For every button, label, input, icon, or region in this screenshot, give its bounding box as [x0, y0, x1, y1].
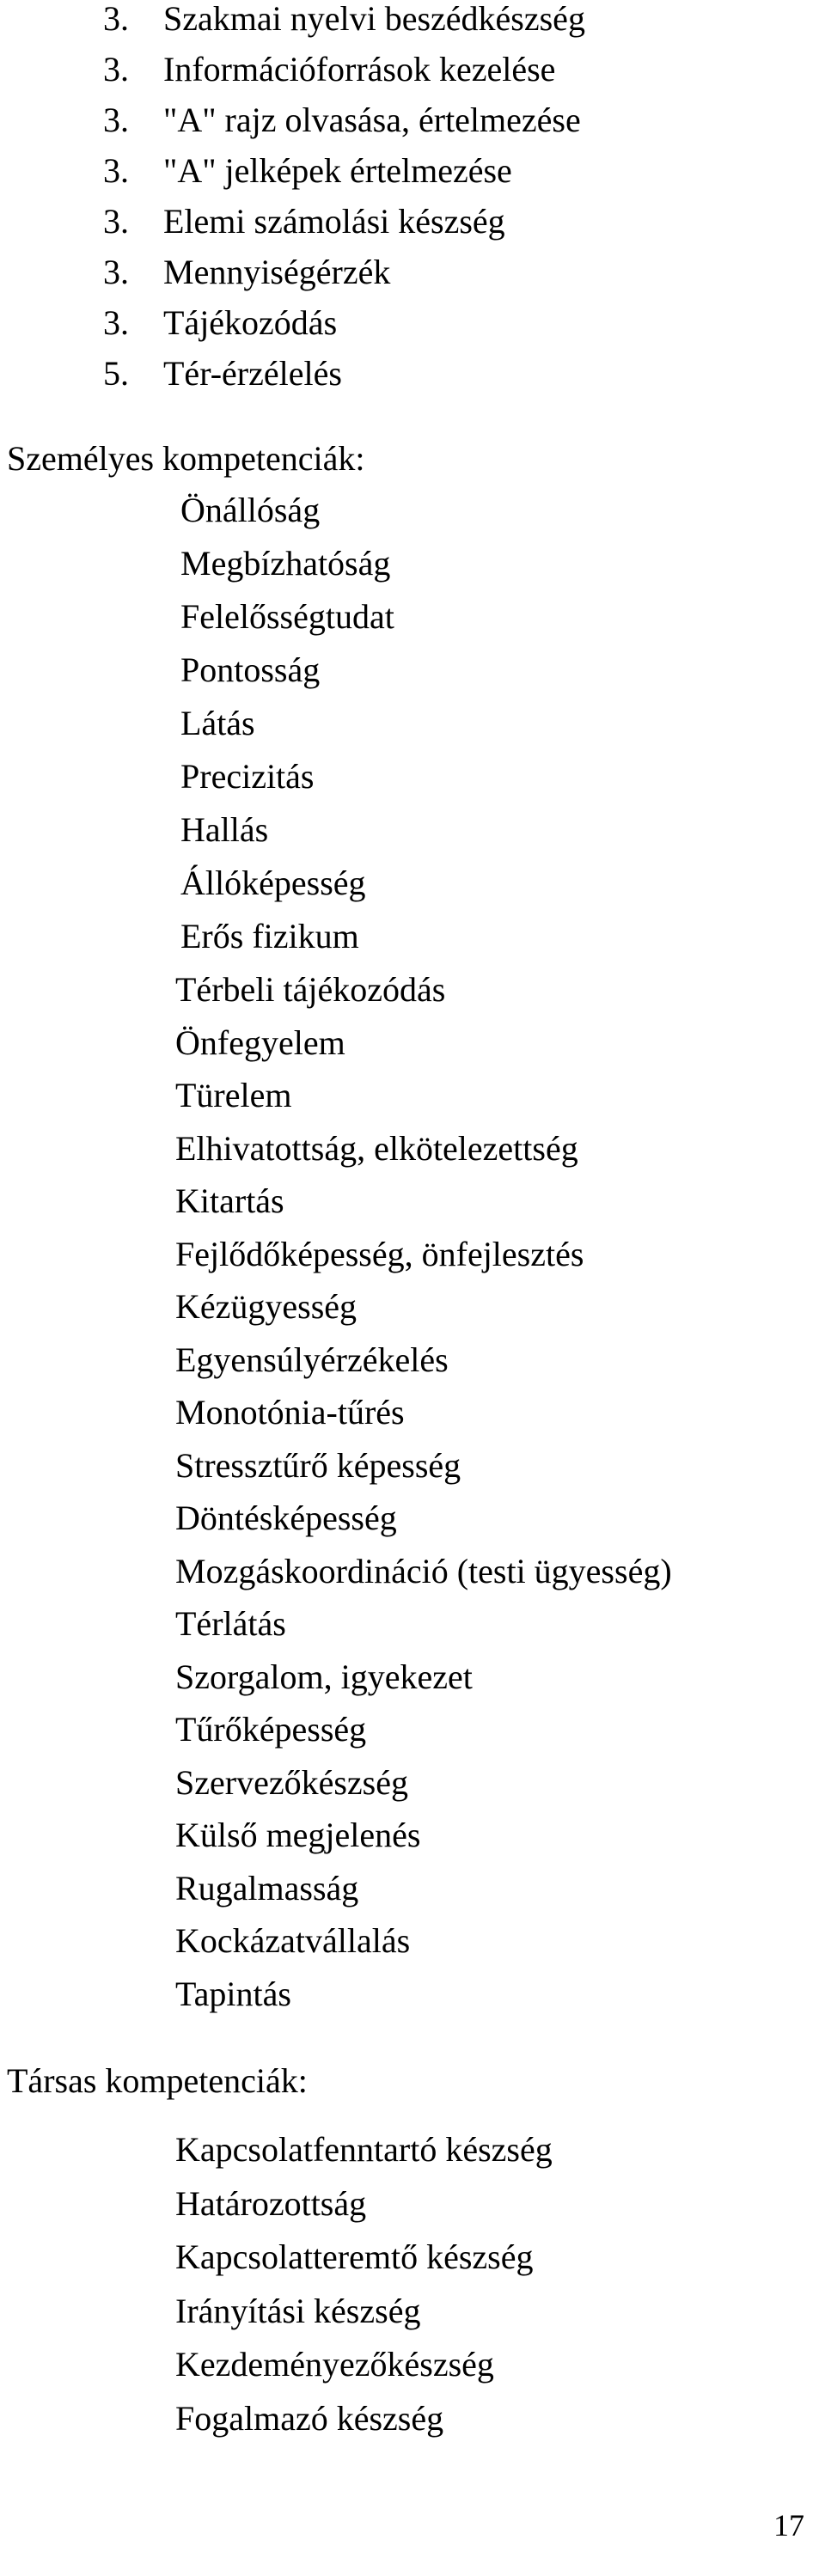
- list-item: Tapintás: [175, 1974, 291, 2013]
- list-item-number: 3.: [103, 202, 129, 241]
- list-item-number: 3.: [103, 0, 129, 38]
- list-item: Stressztűrő képesség: [175, 1445, 461, 1485]
- list-item-text: "A" rajz olvasása, értelmezése: [163, 101, 581, 139]
- list-item: Döntésképesség: [175, 1499, 397, 1537]
- list-item: Megbízhatóság: [180, 544, 391, 583]
- list-item: Erős fizikum: [180, 917, 359, 955]
- list-item: Látás: [180, 704, 255, 742]
- list-item-number: 3.: [103, 101, 129, 139]
- list-item-number: 3.: [103, 50, 129, 89]
- list-item: Kapcsolatfenntartó készség: [175, 2130, 553, 2169]
- list-item-text: "A" jelképek értelmezése: [163, 151, 512, 190]
- social-competencies-heading: Társas kompetenciák:: [7, 2061, 308, 2100]
- list-item: Önállóság: [180, 491, 321, 529]
- list-item-number: 3.: [103, 253, 129, 291]
- list-item: Precizitás: [180, 757, 315, 796]
- list-item: Szervezőkészség: [175, 1762, 408, 1802]
- list-item-text: Szakmai nyelvi beszédkészség: [163, 0, 585, 38]
- list-item: Elhivatottság, elkötelezettség: [175, 1128, 578, 1168]
- list-item: Kapcsolatteremtő készség: [175, 2237, 534, 2276]
- list-item: Kézügyesség: [175, 1287, 358, 1326]
- list-item: Hallás: [180, 810, 269, 849]
- list-item: Fejlődőképesség, önfejlesztés: [175, 1234, 584, 1273]
- list-item: Tűrőképesség: [175, 1710, 367, 1749]
- list-item: Kezdeményezőkészség: [175, 2345, 494, 2384]
- list-item: Szorgalom, igyekezet: [175, 1657, 473, 1696]
- list-item: Térlátás: [175, 1604, 286, 1643]
- list-item: Térbeli tájékozódás: [175, 970, 446, 1009]
- list-item-number: 3.: [103, 303, 129, 342]
- page-number: 17: [773, 2508, 804, 2542]
- list-item-number: 3.: [103, 151, 129, 190]
- list-item: Kitartás: [175, 1181, 284, 1220]
- list-item: Kockázatvállalás: [175, 1921, 411, 1960]
- list-item: Irányítási készség: [175, 2291, 421, 2330]
- list-item: Mozgáskoordináció (testi ügyesség): [175, 1551, 672, 1590]
- list-item: Monotónia-tűrés: [175, 1393, 405, 1431]
- list-item: Határozottság: [175, 2183, 367, 2223]
- list-item-text: Tér-érzélelés: [163, 354, 342, 393]
- list-item: Rugalmasság: [175, 1868, 359, 1908]
- list-item-text: Elemi számolási készség: [163, 202, 505, 241]
- list-item: Külső megjelenés: [175, 1816, 421, 1854]
- list-item: Állóképesség: [180, 864, 366, 902]
- list-item: Fogalmazó készség: [175, 2398, 444, 2438]
- list-item-text: Tájékozódás: [163, 303, 338, 342]
- list-item-text: Információforrások kezelése: [163, 50, 556, 89]
- list-item: Türelem: [175, 1076, 292, 1114]
- list-item-text: Mennyiségérzék: [163, 253, 391, 291]
- personal-competencies-heading: Személyes kompetenciák:: [7, 439, 365, 478]
- list-item: Önfegyelem: [175, 1022, 345, 1062]
- list-item: Pontosság: [180, 650, 321, 689]
- list-item: Egyensúlyérzékelés: [175, 1340, 449, 1379]
- list-item-number: 5.: [103, 354, 129, 393]
- list-item: Felelősségtudat: [180, 597, 394, 636]
